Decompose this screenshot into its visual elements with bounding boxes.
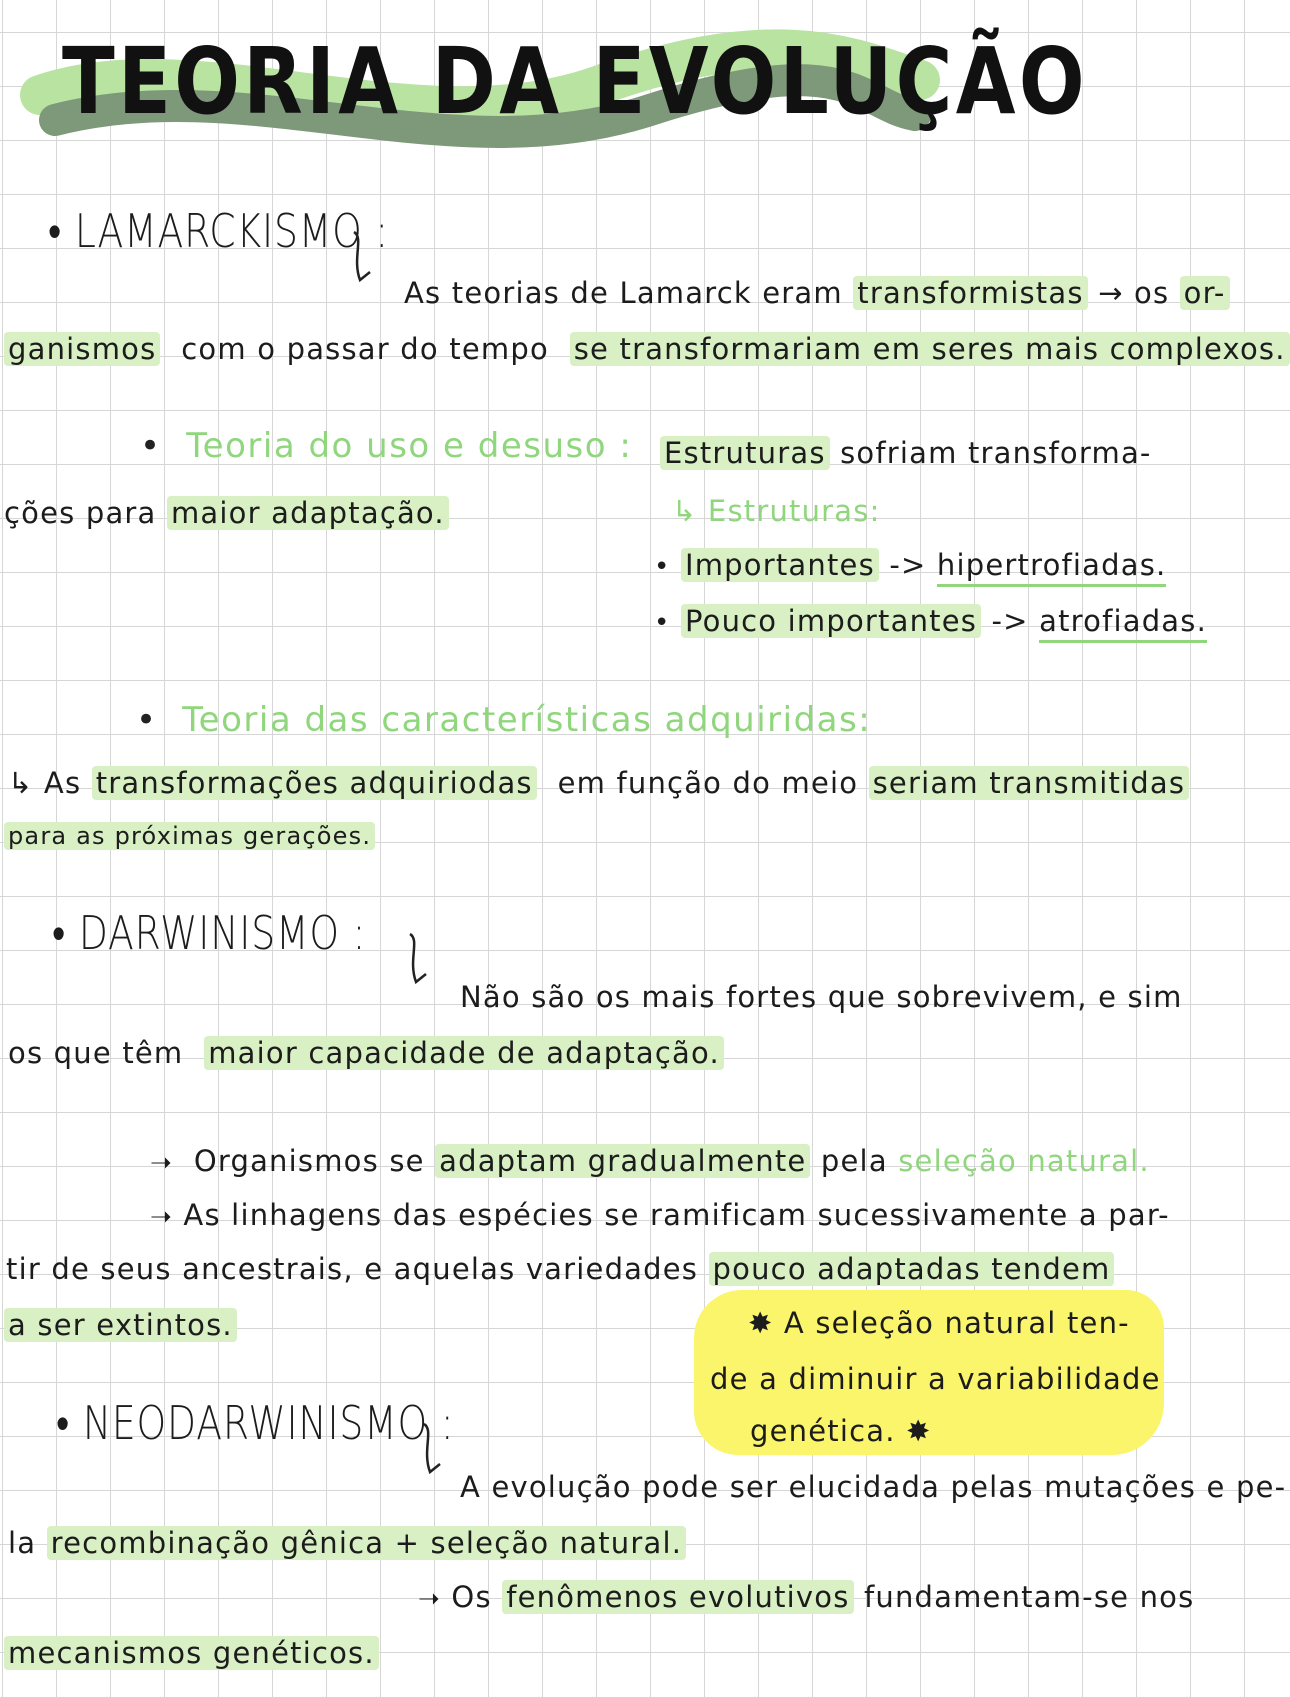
- estruturas-sublabel: ↳ Estruturas:: [672, 494, 881, 528]
- section-heading-neodarwinismo: • NEODARWINISMO :: [56, 1396, 455, 1450]
- highlight-transformistas: transformistas: [853, 276, 1087, 310]
- neodarwinismo-point-1: ➝ Os fenômenos evolutivos fundamentam-se nos: [418, 1580, 1195, 1614]
- turn-arrow-icon: [348, 228, 388, 288]
- subheading-uso-desuso: • Teoria do uso e desuso :: [140, 426, 633, 466]
- darwinismo-point-2-line-3: a ser extintos.: [4, 1308, 237, 1342]
- estruturas-item-pouco-importantes: • Pouco importantes -> atrofiadas.: [654, 604, 1207, 638]
- darwinismo-point-2-line-2: tir de seus ancestrais, e aquelas variedades pouco adaptadas tendem: [6, 1252, 1114, 1286]
- turn-arrow-icon: [418, 1420, 458, 1480]
- darwinismo-line-1: Não são os mais fortes que sobrevivem, e sim: [460, 980, 1183, 1014]
- section-heading-darwinismo: • DARWINISMO :: [52, 906, 367, 960]
- darwinismo-point-2-line-1: ➝ As linhagens das espécies se ramificam sucessivamente a par-: [150, 1198, 1170, 1232]
- neodarwinismo-line-2: la recombinação gênica + seleção natural.: [8, 1526, 686, 1560]
- caracteristicas-line-1: ↳ As transformações adquiriodas em função do meio seriam transmitidas: [8, 766, 1189, 800]
- darwinismo-point-1: ➝ Organismos se adaptam gradualmente pela seleção natural.: [150, 1144, 1150, 1178]
- darwinismo-line-2: os que têm maior capacidade de adaptação.: [8, 1036, 724, 1070]
- uso-desuso-line-1: Estruturas sofriam transforma-: [660, 436, 1152, 470]
- section-heading-lamarckismo: • LAMARCKISMO :: [48, 204, 389, 258]
- neodarwinismo-line-4: mecanismos genéticos.: [4, 1636, 379, 1670]
- neodarwinismo-line-1: A evolução pode ser elucidada pelas mutações e pe-: [460, 1470, 1287, 1504]
- uso-desuso-line-2: ções para maior adaptação.: [4, 496, 449, 530]
- estruturas-item-importantes: • Importantes -> hipertrofiadas.: [654, 548, 1166, 582]
- page-title: TEORIA DA EVOLUÇÃO: [62, 28, 1088, 135]
- lamarck-intro-line-1: As teorias de Lamarck eram transformistas → os or-: [404, 276, 1230, 310]
- callout-line-3: genética. ✸: [750, 1414, 932, 1448]
- callout-line-1: ✸ A seleção natural ten-: [748, 1306, 1130, 1340]
- lamarck-intro-line-2: ganismos com o passar do tempo se transformariam em seres mais complexos.: [4, 332, 1290, 366]
- turn-arrow-icon: [404, 930, 444, 990]
- highlight-transformariam: se transformariam em seres mais complexos.: [570, 332, 1290, 366]
- callout-line-2: de a diminuir a variabilidade: [710, 1362, 1161, 1396]
- caracteristicas-line-2: para as próximas gerações.: [4, 822, 375, 850]
- subheading-caracteristicas: • Teoria das características adquiridas:: [136, 700, 872, 740]
